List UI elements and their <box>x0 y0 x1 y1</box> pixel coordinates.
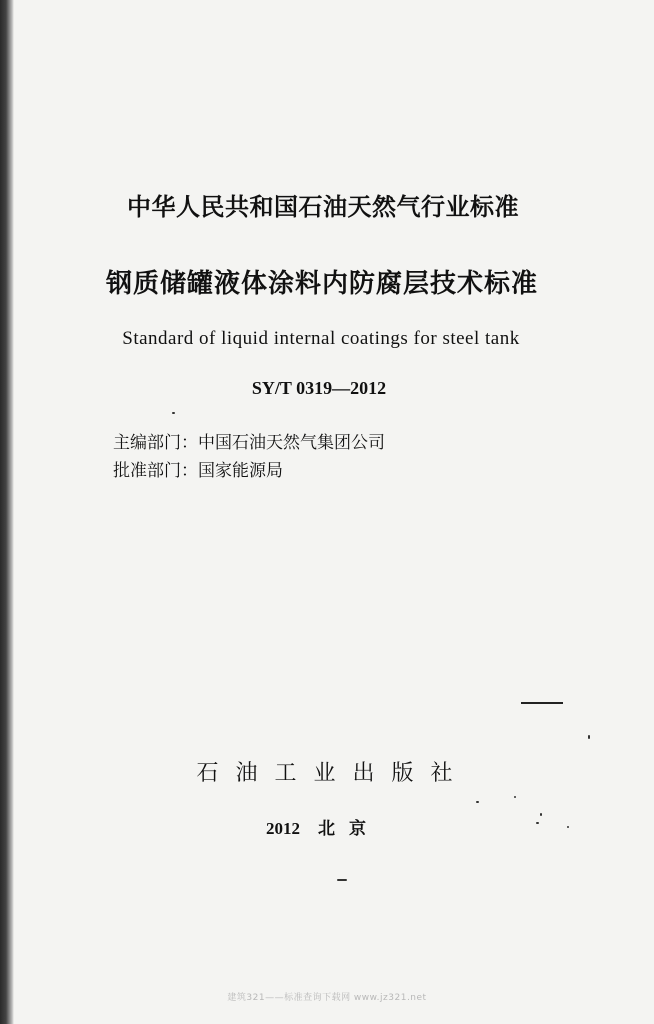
scan-speck <box>337 879 347 881</box>
chief-editing-department: 主编部门：中国石油天然气集团公司 <box>113 433 385 453</box>
scan-binding-edge <box>0 0 14 1024</box>
publication-year: 2012 <box>266 819 300 838</box>
document-title-chinese: 钢质储罐液体涂料内防腐层技术标准 <box>105 269 538 299</box>
scan-speck <box>536 822 539 824</box>
scan-speck <box>476 801 479 803</box>
scan-dash-mark <box>521 702 563 704</box>
publisher-name: 石油工业出版社 <box>196 761 470 786</box>
approving-department: 批准部门：国家能源局 <box>113 461 283 481</box>
scan-speck <box>567 826 569 828</box>
industry-standard-heading: 中华人民共和国石油天然气行业标准 <box>127 193 519 221</box>
scan-speck <box>588 735 590 739</box>
publication-city: 北京 <box>318 819 380 839</box>
document-title-english: Standard of liquid internal coatings for steel tank <box>122 328 520 349</box>
publication-year-and-city <box>0 814 650 839</box>
watermark-text: 建筑321——标准查询下载网 www.jz321.net <box>227 993 427 1003</box>
scan-speck <box>172 412 175 414</box>
scan-speck <box>514 796 516 798</box>
standard-code: SY/T 0319—2012 <box>251 378 387 398</box>
scan-speck <box>540 813 542 816</box>
